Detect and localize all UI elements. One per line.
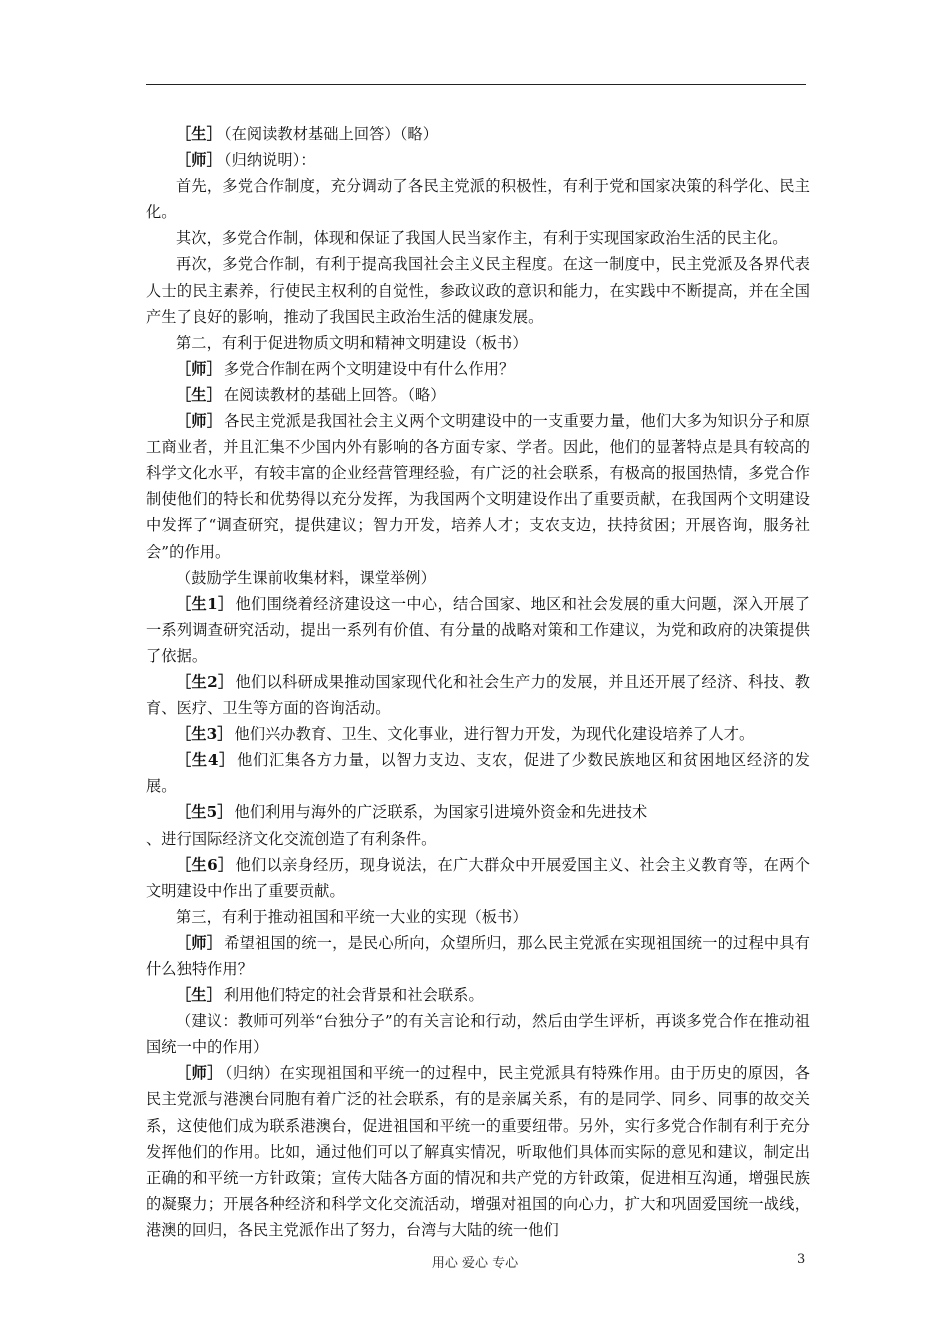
paragraph-text: 希望祖国的统一，是民心所向，众望所归，那么民主党派在实现祖国统一的过程中具有什么独特作用？: [146, 933, 810, 978]
paragraph: [146, 1060, 810, 1243]
paragraph-text: 利用他们特定的社会背景和社会联系。: [223, 986, 484, 1005]
speaker-tag: ［师］: [176, 1064, 223, 1083]
paragraph-text: 首先，多党合作制度，充分调动了各民主党派的积极性，有利于党和国家决策的科学化、民主化。: [146, 177, 810, 222]
speaker-tag: ［生5］: [176, 803, 233, 822]
speaker-tag: ［生6］: [176, 855, 234, 874]
paragraph-text: 再次，多党合作制，有利于提高我国社会主义民主程度。在这一制度中，民主党派及各界代表人士的民主素养，行使民主权利的自觉性，参政议政的意识和能力，在实践中不断提高，并在全国产生了良好的影响，推动了我国民主政治生活的健康发展。: [146, 255, 810, 326]
paragraph-text: 各民主党派是我国社会主义两个文明建设中的一支重要力量，他们大多为知识分子和原工商业者，并且汇集不少国内外有影响的各方面专家、学者。因此，他们的显著特点是具有较高的科学文化水平，有较丰富的企业经营管理经验，有广泛的社会联系，有极高的报国热情，多党合作制使他们的特长和优势得以充分发挥，为我国两个文明建设作出了重要贡献，在我国两个文明建设中发挥了“调查研究，提供建议；智力开发，培养人才；支农支边，扶持贫困；开展咨询，服务社会”的作用。: [146, 412, 810, 561]
paragraph-text: 他们汇集各方力量，以智力支边、支农，促进了少数民族地区和贫困地区经济的发展。: [146, 751, 810, 796]
speaker-tag: ［师］: [176, 933, 223, 952]
paragraph: [146, 147, 810, 173]
paragraph-text: 第二，有利于促进物质文明和精神文明建设（板书）: [176, 333, 528, 352]
paragraph-text: （建议：教师可列举“台独分子”的有关言论和行动，然后由学生评析，再谈多党合作在推动祖国统一中的作用）: [146, 1012, 810, 1057]
paragraph-text: （鼓励学生课前收集材料，课堂举例）: [176, 568, 436, 587]
paragraph: [146, 408, 810, 565]
speaker-tag: ［生］: [176, 125, 222, 143]
paragraph-text: 其次，多党合作制，体现和保证了我国人民当家作主，有利于实现国家政治生活的民主化。: [176, 229, 788, 248]
paragraph: [146, 591, 810, 669]
speaker-tag: ［师］: [176, 359, 222, 378]
paragraph: [146, 251, 810, 329]
paragraph: [146, 904, 810, 930]
paragraph: [146, 330, 810, 356]
paragraph-text: 、进行国际经济文化交流创造了有利条件。: [146, 829, 437, 848]
paragraph: [146, 747, 810, 799]
paragraph-text: 在阅读教材的基础上回答。（略）: [223, 385, 446, 404]
paragraph: [146, 930, 810, 982]
paragraph: [146, 121, 810, 147]
paragraph-text: （在阅读教材基础上回答）（略）: [223, 125, 438, 143]
page-number: 3: [797, 1252, 806, 1267]
paragraph-text: （归纳说明）：: [223, 151, 316, 170]
footer-slogan: 用心 爱心 专心: [431, 1256, 519, 1271]
paragraph: [146, 1008, 810, 1060]
paragraph-text: 第三，有利于推动祖国和平统一大业的实现（板书）: [176, 907, 528, 926]
speaker-tag: ［生］: [176, 986, 222, 1005]
document-body: [146, 121, 810, 1243]
paragraph: [146, 721, 810, 747]
speaker-tag: ［生3］: [176, 725, 233, 744]
paragraph-text: 多党合作制在两个文明建设中有什么作用？: [223, 359, 515, 378]
paragraph: [146, 826, 810, 852]
paragraph: [146, 852, 810, 904]
speaker-tag: ［生］: [176, 385, 222, 404]
speaker-tag: ［师］: [176, 412, 223, 431]
paragraph: [146, 382, 810, 408]
paragraph-text: 他们围绕着经济建设这一中心，结合国家、地区和社会发展的重大问题，深入开展了一系列调查研究活动，提出一系列有价值、有分量的战略对策和工作建议，为党和政府的决策提供了依据。: [146, 594, 810, 665]
paragraph: [146, 669, 810, 721]
paragraph-text: （归纳）在实现祖国和平统一的过程中，民主党派具有特殊作用。由于历史的原因，各民主党派与港澳台同胞有着广泛的社会联系，有的是亲属关系，有的是同学、同乡、同事的故交关系，这使他们成为联系港澳台，促进祖国和平统一的重要纽带。另外，实行多党合作制有利于充分发挥他们的作用。比如，通过他们可以了解真实情况，听取他们具体而实际的意见和建议，制定出正确的和平统一方针政策；宣传大陆各方面的情况和共产党的方针政策，促进相互沟通，增强民族的凝聚力；开展各种经济和科学文化交流活动，增强对祖国的向心力，扩大和巩固爱国统一战线，港澳的回归，各民主党派作出了努力，台湾与大陆的统一他们: [146, 1064, 810, 1239]
paragraph: [146, 982, 810, 1008]
paragraph: [146, 173, 810, 225]
paragraph-text: 他们以亲身经历，现身说法，在广大群众中开展爱国主义、社会主义教育等，在两个文明建设中作出了重要贡献。: [146, 855, 810, 900]
paragraph-text: 他们利用与海外的广泛联系，为国家引进境外资金和先进技术: [234, 803, 648, 822]
paragraph: [146, 799, 810, 825]
header-rule: [146, 84, 806, 85]
speaker-tag: ［生2］: [176, 672, 234, 691]
speaker-tag: ［生4］: [176, 751, 236, 770]
paragraph: [146, 356, 810, 382]
speaker-tag: ［师］: [176, 151, 222, 170]
speaker-tag: ［生1］: [176, 594, 234, 613]
paragraph-text: 他们以科研成果推动国家现代化和社会生产力的发展，并且还开展了经济、科技、教育、医疗、卫生等方面的咨询活动。: [146, 672, 810, 718]
paragraph: [146, 225, 810, 251]
paragraph: [146, 565, 810, 591]
paragraph-text: 他们兴办教育、卫生、文化事业，进行智力开发，为现代化建设培养了人才。: [234, 725, 755, 744]
